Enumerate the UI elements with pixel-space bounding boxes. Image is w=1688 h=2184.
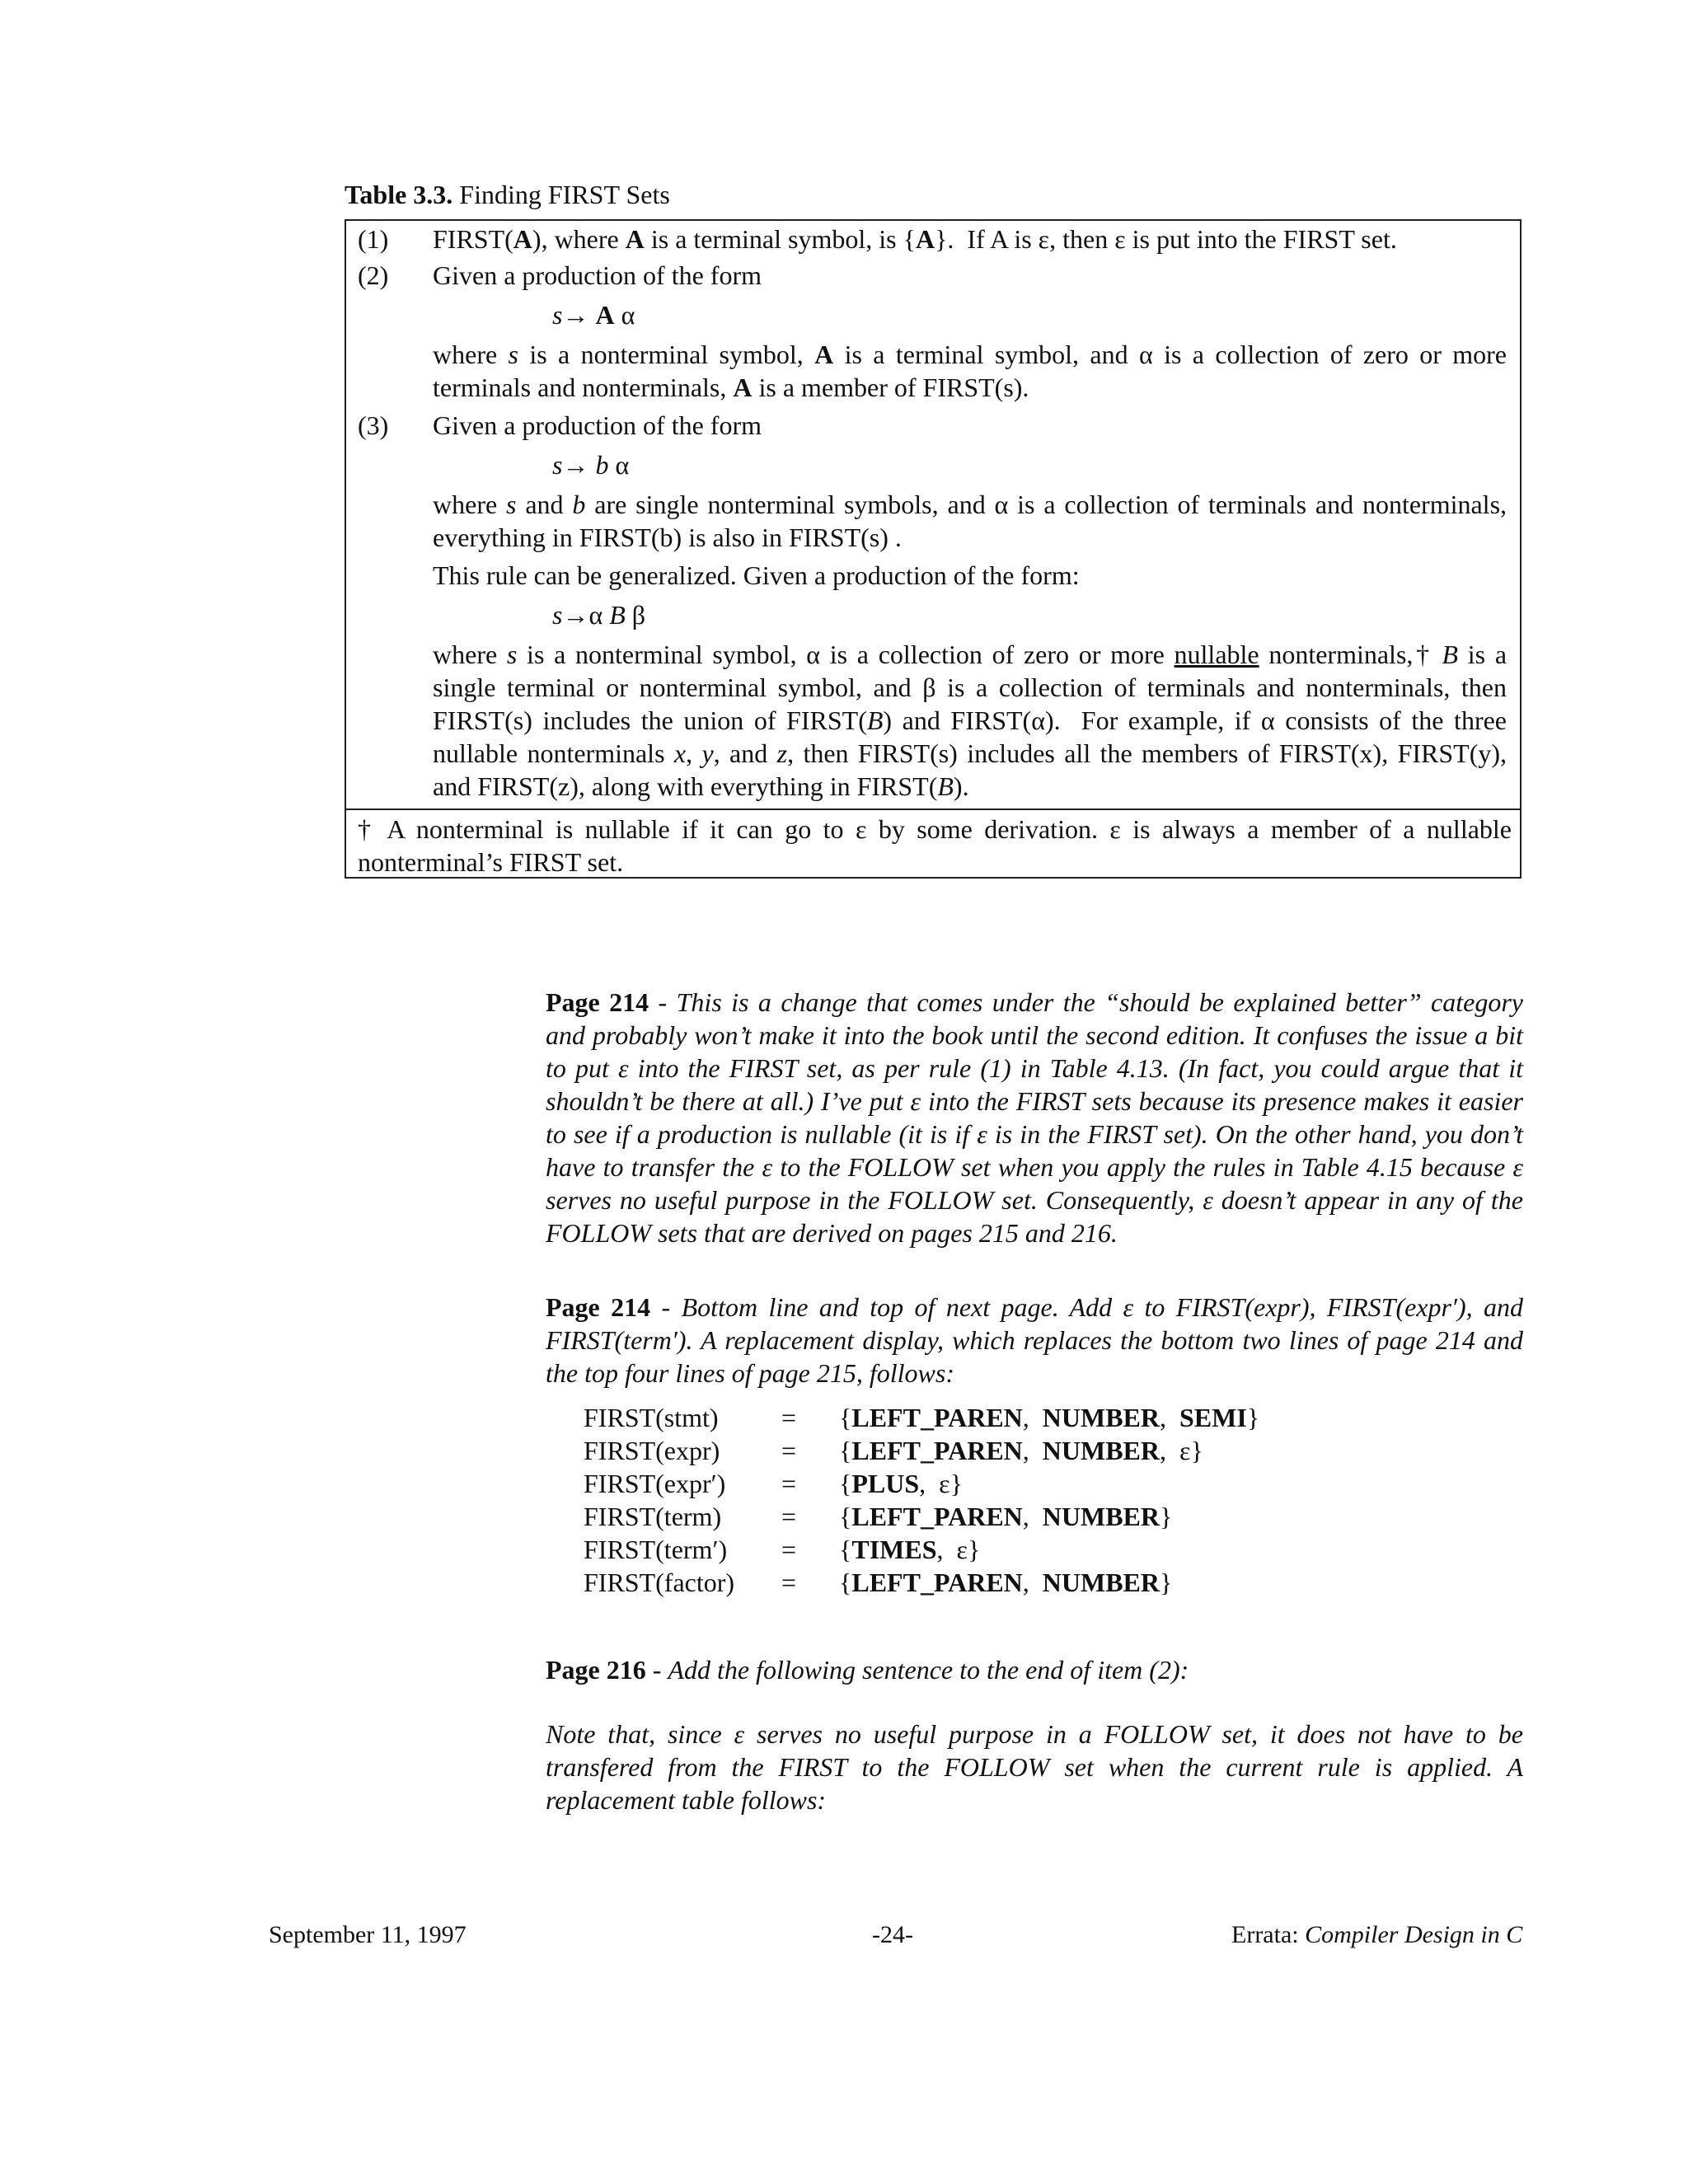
rule-3-formula: s→ b α: [552, 450, 630, 480]
rule-3-intro: Given a production of the form: [433, 410, 762, 440]
first-sets-table: [345, 219, 1522, 879]
errata-page-ref: Page 216: [546, 1655, 646, 1685]
rule-1-text: FIRST(A), where A is a terminal symbol, is {A}. If A is ε, then ε is put into the FIRST set.: [433, 224, 1397, 254]
first-set-lhs: FIRST(factor): [584, 1568, 735, 1597]
rule-3-number: (3): [358, 410, 389, 440]
table-caption-text: Finding FIRST Sets: [459, 180, 670, 209]
errata-separator: -: [649, 987, 677, 1017]
first-set-equals: =: [781, 1568, 797, 1597]
first-set-rhs: {LEFT_PAREN, NUMBER}: [839, 1568, 1173, 1597]
first-set-lhs: FIRST(term′): [584, 1535, 728, 1564]
rule-2-formula: s→ A α: [552, 300, 635, 330]
rule-2-text: where s is a nonterminal symbol, A is a terminal symbol, and α is a collection of zero or more terminals and nonterminals, A is a member of FIRST(s).: [433, 340, 1507, 402]
errata-separator: -: [645, 1655, 668, 1685]
errata-text: Bottom line and top of next page. Add ε to FIRST(expr), FIRST(expr′), and FIRST(term′). A replacement display, which replaces the bottom two lines of page 214 and the top four lines of page 215, follows:: [546, 1292, 1524, 1388]
first-set-rhs: {LEFT_PAREN, NUMBER, SEMI}: [839, 1403, 1260, 1432]
errata-separator: -: [650, 1292, 682, 1322]
footer-date: September 11, 1997: [269, 1921, 467, 1948]
first-set-rhs: {LEFT_PAREN, NUMBER, ε}: [839, 1436, 1203, 1465]
first-set-lhs: FIRST(stmt): [584, 1403, 719, 1432]
footer-title-prefix: Errata:: [1231, 1921, 1306, 1948]
errata-text: This is a change that comes under the “should be explained better” category and probably won’t make it into the book until the second edition. It confuses the issue a bit to put ε into the FIRST set, as per rule (1) in Table 4.13. (In fact, you could argue that it shouldn’t be there at all.) I’ve put ε into the FIRST sets because its presence makes it easier to see if a production is nullable (it is if ε is in the FIRST set). On the other hand, you don’t have to transfer the ε to the FOLLOW set when you apply the rules in Table 4.15 because ε serves no useful purpose in the FOLLOW set. Consequently, ε doesn’t appear in any of the FOLLOW sets that are derived on pages 215 and 216.: [546, 987, 1524, 1248]
rule-1-number: (1): [358, 224, 389, 254]
errata-page-ref: Page 214: [546, 1292, 651, 1322]
errata-entry-1: [546, 986, 1523, 1249]
footer-title-book: Compiler Design in C: [1305, 1921, 1523, 1948]
first-set-equals: =: [781, 1502, 797, 1531]
table-caption: [345, 178, 670, 211]
errata-page-ref: Page 214: [546, 987, 649, 1017]
table-footnote: † A nonterminal is nullable if it can go to ε by some derivation. ε is always a member of a nullable nonterminal’s FIRST set.: [358, 814, 1512, 877]
first-set-lhs: FIRST(expr): [584, 1436, 720, 1465]
errata-entry-2: [546, 1291, 1523, 1390]
rule-3-text-general: where s is a nonterminal symbol, α is a collection of zero or more nullable nonterminals,† B is a single terminal or nonterminal symbol, and β is a collection of terminals and nonterminals, then FIRST(s) includes the union of FIRST(B) and FIRST(α). For example, if α consists of the three nullable nonterminals x, y, and z, then FIRST(s) includes all the members of FIRST(x), FIRST(y), and FIRST(z), along with everything in FIRST(B).: [433, 640, 1507, 801]
first-set-equals: =: [781, 1436, 797, 1465]
errata-entry-3: [546, 1653, 1523, 1686]
first-set-lhs: FIRST(expr′): [584, 1469, 726, 1498]
footer-page-number: -24-: [872, 1921, 913, 1948]
first-set-equals: =: [781, 1403, 797, 1432]
rule-3-text: where s and b are single nonterminal symbols, and α is a collection of terminals and nonterminals, everything in FIRST(b) is also in FIRST(s) .: [433, 490, 1507, 552]
table-footnote-divider: [346, 808, 1520, 810]
rule-2-number: (2): [358, 260, 389, 290]
first-set-rhs: {LEFT_PAREN, NUMBER}: [839, 1502, 1173, 1531]
rule-3-generalized: This rule can be generalized. Given a production of the form:: [433, 560, 1080, 590]
footer-title: [1231, 1919, 1522, 1952]
rule-2-intro: Given a production of the form: [433, 260, 762, 290]
errata-note: Note that, since ε serves no useful purpose in a FOLLOW set, it does not have to be transfered from the FIRST to the FOLLOW set when the current rule is applied. A replacement table follows:: [546, 1719, 1523, 1815]
first-set-equals: =: [781, 1469, 797, 1498]
errata-text: Add the following sentence to the end of item (2):: [668, 1655, 1189, 1685]
table-caption-label: Table 3.3.: [345, 180, 453, 209]
first-set-equals: =: [781, 1535, 797, 1564]
first-set-lhs: FIRST(term): [584, 1502, 722, 1531]
first-set-rhs: {TIMES, ε}: [839, 1535, 981, 1564]
first-set-rhs: {PLUS, ε}: [839, 1469, 963, 1498]
rule-3-formula-general: s→α B β: [552, 600, 646, 630]
